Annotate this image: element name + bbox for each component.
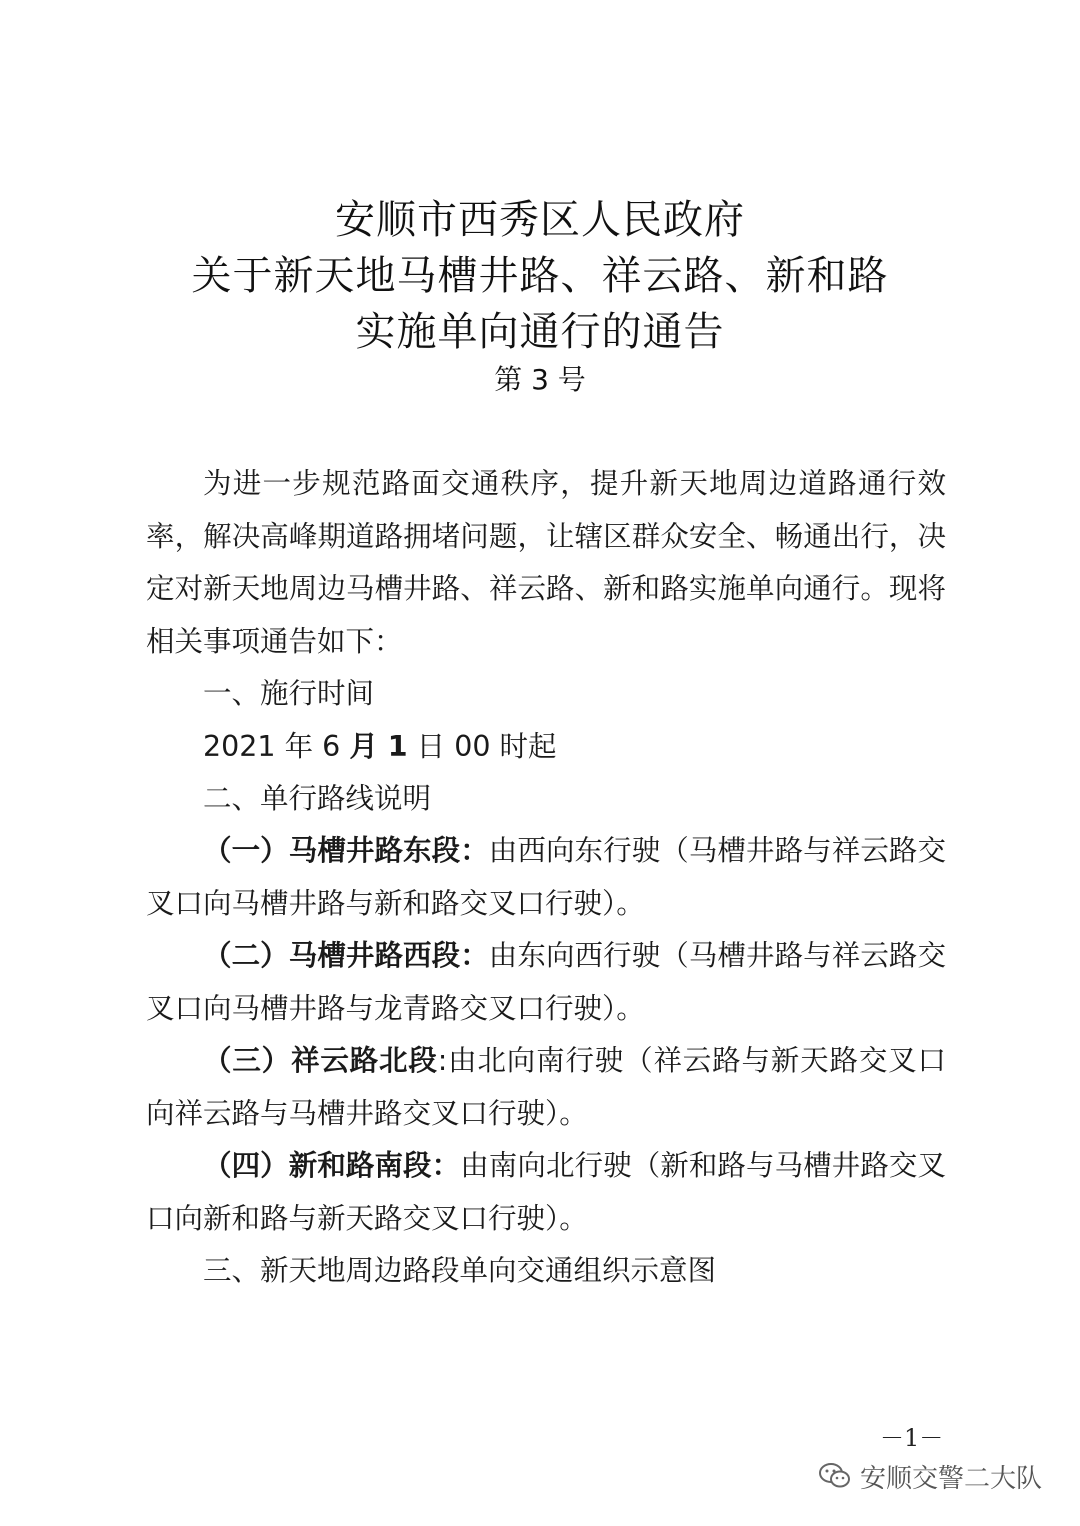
document-number: 第 3 号 [494,363,586,396]
intro-paragraph: 为进一步规范路面交通秩序，提升新天地周边道路通行效率，解决高峰期道路拥堵问题，让辖区群众安全、畅通出行，决定对新天地周边马槽井路、祥云路、新和路实施单向通行。现将相关事项通告如下： [146,467,946,658]
document-title [0,192,1080,360]
title-line-2: 关于新天地马槽井路、祥云路、新和路 [191,253,889,299]
route-item [146,930,946,1035]
route-item [146,825,946,930]
section-1-date [146,721,946,774]
date-prefix: 2021 年 6 [203,729,350,763]
section-1-heading: 一、施行时间 [203,677,375,710]
route-label: （一）马槽井路东段： [203,834,489,867]
watermark-text: 安顺交警二大队 [860,1463,1043,1494]
document-body [146,458,946,668]
section-2-items [146,825,946,1298]
route-label: （四）新和路南段： [203,1149,461,1182]
route-text: 由南向北行驶（新和路与马槽井路交叉口向新和路与新天路交叉口行驶）。 [146,1149,946,1235]
title-line-1: 安顺市西秀区人民政府 [335,197,745,243]
wechat-icon [818,1461,852,1491]
route-label: （二）马槽井路西段： [203,939,489,972]
section-2-heading: 二、单行路线说明 [203,782,432,815]
route-text: 由东向西行驶（马槽井路与祥云路交叉口向马槽井路与龙青路交叉口行驶）。 [146,939,946,1025]
section-3-heading: 三、新天地周边路段单向交通组织示意图 [203,1254,717,1287]
watermark [818,1456,1042,1496]
route-item [146,1140,946,1245]
page-number: －1－ [880,1424,944,1452]
route-text: :由北向南行驶（祥云路与新天路交叉口向祥云路与马槽井路交叉口行驶）。 [146,1044,946,1130]
route-label: （三）祥云路北段 [203,1044,438,1077]
date-suffix: 日 00 时起 [407,729,557,763]
title-line-3: 实施单向通行的通告 [355,309,725,355]
section-1 [146,668,946,826]
route-item [146,1035,946,1140]
date-month: 月 1 [349,729,408,763]
route-text: 由西向东行驶（马槽井路与祥云路交叉口向马槽井路与新和路交叉口行驶）。 [146,834,946,920]
